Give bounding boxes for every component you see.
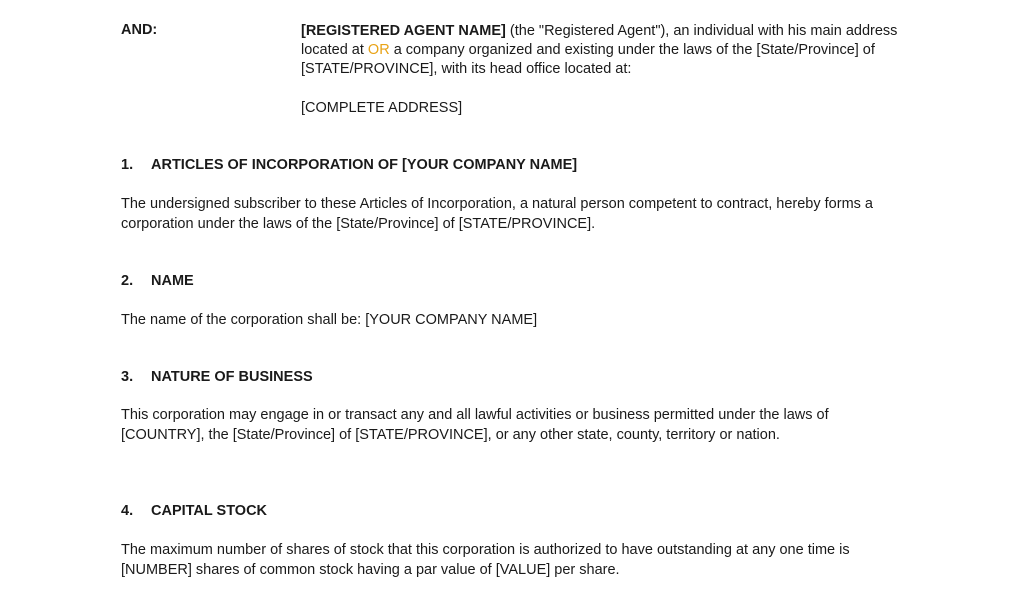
section-number: 4. — [121, 503, 134, 519]
section-heading-articles — [121, 156, 577, 175]
registered-agent-paragraph — [301, 22, 901, 79]
section-body-nature-of-business: This corporation may engage in or transact any and all lawful activities or business permitted under the laws of [COUNTRY], the [State/Province] of [STATE/PROVINCE], or any other state, county, territory or nation. — [121, 407, 829, 443]
section-title: NAME — [151, 273, 194, 289]
registered-agent-text-1: (the "Registered Agent"), an individual with his main address located at — [301, 23, 898, 58]
section-heading-name — [121, 272, 194, 291]
section-number: 2. — [121, 273, 134, 289]
and-label: AND: — [121, 22, 158, 38]
section-title: ARTICLES OF INCORPORATION OF [YOUR COMPANY NAME] — [151, 157, 578, 173]
section-title: CAPITAL STOCK — [151, 503, 268, 519]
registered-agent-text-2: a company organized and existing under the laws of the [State/Province] of [STATE/PROVINCE], with its head office located at: — [301, 42, 875, 77]
section-number: 1. — [121, 157, 134, 173]
section-body-capital-stock: The maximum number of shares of stock that this corporation is authorized to have outstanding at any one time is [NUMBER] shares of common stock having a par value of [VALUE] per share. — [121, 542, 850, 578]
section-heading-capital-stock — [121, 502, 267, 521]
complete-address: [COMPLETE ADDRESS] — [301, 100, 463, 116]
section-body-articles: The undersigned subscriber to these Articles of Incorporation, a natural person competent to contract, hereby forms a corporation under the laws of the [State/Province] of [STATE/PROVINCE]. — [121, 196, 873, 232]
or-highlight: OR — [367, 42, 390, 58]
section-number: 3. — [121, 369, 134, 385]
section-heading-nature-of-business — [121, 368, 313, 387]
section-title: NATURE OF BUSINESS — [151, 369, 313, 385]
registered-agent-name: [REGISTERED AGENT NAME] — [301, 23, 506, 39]
section-body-name: The name of the corporation shall be: [YOUR COMPANY NAME] — [121, 312, 538, 328]
